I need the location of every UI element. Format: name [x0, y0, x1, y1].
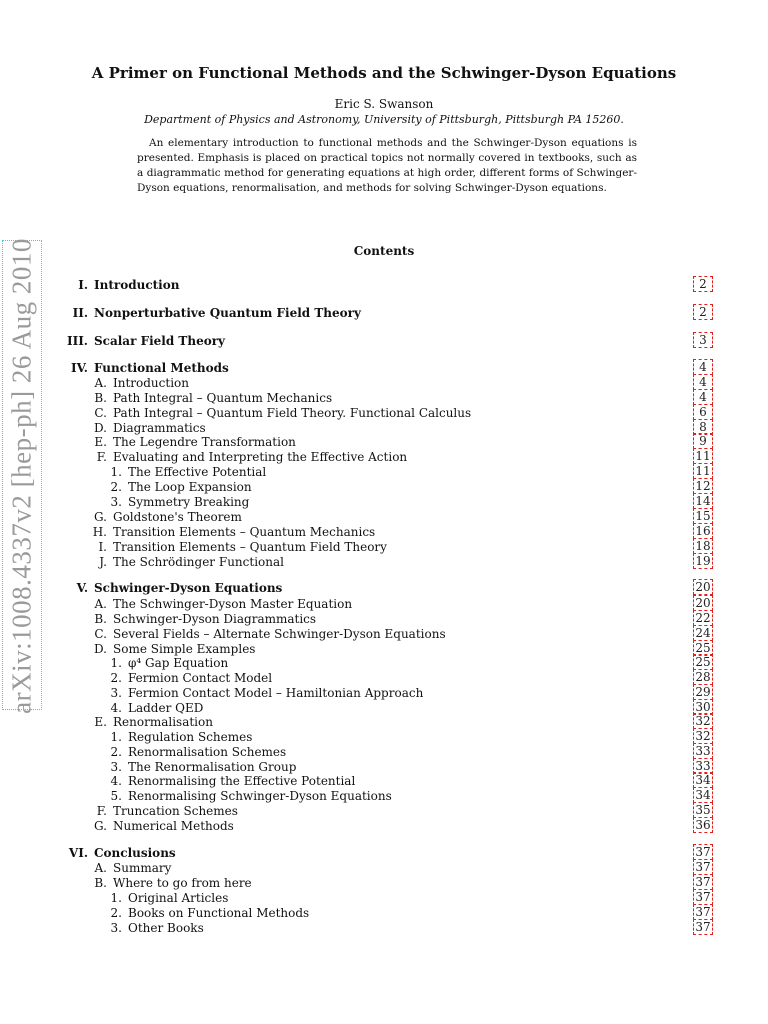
toc-entry-number: 3.: [110, 686, 122, 700]
toc-entry[interactable]: [0, 626, 768, 642]
toc-entry-number: C.: [94, 406, 107, 420]
toc-page-link[interactable]: 37: [695, 905, 711, 919]
toc-entry-number: F.: [96, 450, 107, 464]
toc-entry[interactable]: [0, 860, 768, 876]
toc-entry[interactable]: [0, 655, 768, 671]
toc-entry-title: Path Integral – Quantum Mechanics: [113, 391, 333, 405]
toc-entry[interactable]: [0, 714, 768, 730]
toc-entry-title: φ⁴ Gap Equation: [128, 656, 229, 670]
page-title: A Primer on Functional Methods and the Schwinger-Dyson Equations: [91, 64, 677, 82]
toc-page-link[interactable]: 29: [695, 685, 711, 699]
toc-entry-number: J.: [99, 555, 107, 569]
toc-entry[interactable]: [0, 670, 768, 686]
toc-entry-title: Fermion Contact Model: [128, 671, 273, 685]
toc-entry-title: Renormalisation Schemes: [128, 745, 287, 759]
toc-page-link[interactable]: 9: [694, 434, 712, 448]
toc-entry[interactable]: [0, 890, 768, 906]
toc-entry-title: Summary: [113, 861, 172, 875]
toc-entry-number: A.: [94, 376, 107, 390]
toc-page-link[interactable]: 16: [695, 524, 711, 538]
toc-entry[interactable]: [0, 729, 768, 745]
toc-entry-number: G.: [94, 819, 107, 833]
toc-entry[interactable]: [0, 539, 768, 555]
toc-page-link[interactable]: 32: [695, 729, 711, 743]
toc-entry-title: Some Simple Examples: [113, 642, 256, 656]
toc-entry[interactable]: [0, 333, 768, 349]
author-name: Eric S. Swanson: [334, 97, 434, 111]
toc-entry-title: Several Fields – Alternate Schwinger-Dyson Equations: [113, 627, 446, 641]
toc-page-link[interactable]: 37: [695, 860, 711, 874]
toc-entry-title: The Schwinger-Dyson Master Equation: [113, 597, 353, 611]
toc-entry-number: I.: [78, 278, 88, 292]
toc-entry-title: The Schrödinger Functional: [113, 555, 284, 569]
toc-entry-number: 3.: [110, 495, 122, 509]
toc-page-link[interactable]: 19: [695, 554, 711, 568]
toc-entry-number: 3.: [110, 921, 122, 935]
toc-entry-number: III.: [66, 334, 88, 348]
toc-entry-title: Other Books: [128, 921, 204, 935]
toc-page-link[interactable]: 28: [695, 670, 711, 684]
toc-entry-title: Introduction: [94, 278, 180, 292]
toc-entry-number: IV.: [70, 361, 88, 375]
toc-entry-number: B.: [94, 391, 107, 405]
toc-entry[interactable]: [0, 434, 768, 450]
toc-entry-number: G.: [94, 510, 107, 524]
toc-entry-title: Truncation Schemes: [113, 804, 238, 818]
toc-entry[interactable]: [0, 920, 768, 936]
toc-entry-title: Ladder QED: [128, 701, 204, 715]
toc-page-link[interactable]: 18: [695, 539, 711, 553]
toc-entry[interactable]: [0, 494, 768, 510]
toc-page-link[interactable]: 15: [695, 509, 711, 523]
toc-entry-number: B.: [94, 876, 107, 890]
toc-entry-number: F.: [96, 804, 107, 818]
author-affiliation: Department of Physics and Astronomy, University of Pittsburgh, Pittsburgh PA 15260.: [144, 113, 624, 126]
toc-entry-title: Introduction: [113, 376, 189, 390]
toc-page-link[interactable]: 37: [695, 875, 711, 889]
toc-entry[interactable]: [0, 905, 768, 921]
toc-entry[interactable]: [0, 360, 768, 376]
toc-entry-title: Fermion Contact Model – Hamiltonian Approach: [128, 686, 424, 700]
toc-entry[interactable]: [0, 464, 768, 480]
toc-page-link[interactable]: 37: [695, 845, 711, 859]
toc-entry[interactable]: [0, 788, 768, 804]
toc-entry-number: VI.: [68, 846, 88, 860]
contents-heading: Contents: [353, 244, 415, 258]
toc-entry[interactable]: [0, 390, 768, 406]
toc-page-link[interactable]: 37: [695, 890, 711, 904]
toc-entry[interactable]: [0, 845, 768, 861]
toc-entry[interactable]: [0, 773, 768, 789]
toc-page-link[interactable]: 25: [695, 655, 711, 669]
toc-entry[interactable]: [0, 554, 768, 570]
toc-page-link[interactable]: 33: [695, 759, 711, 773]
toc-page-link[interactable]: 36: [695, 818, 711, 832]
toc-entry[interactable]: [0, 277, 768, 293]
toc-entry-number: C.: [94, 627, 107, 641]
toc-page-link[interactable]: 24: [695, 626, 711, 640]
toc-entry-title: Renormalisation: [113, 715, 213, 729]
toc-entry-title: Scalar Field Theory: [94, 334, 226, 348]
toc-entry-title: Regulation Schemes: [128, 730, 253, 744]
toc-entry-title: Nonperturbative Quantum Field Theory: [94, 306, 361, 320]
toc-entry[interactable]: [0, 479, 768, 495]
toc-entry[interactable]: [0, 596, 768, 612]
toc-entry-title: Diagrammatics: [113, 421, 206, 435]
toc-page-link[interactable]: 22: [695, 611, 711, 625]
toc-page-link[interactable]: 4: [694, 390, 712, 404]
toc-page-link[interactable]: 2: [694, 305, 712, 319]
toc-entry[interactable]: [0, 449, 768, 465]
toc-entry-title: Transition Elements – Quantum Field Theory: [113, 540, 387, 554]
toc-entry-title: Path Integral – Quantum Field Theory. Functional Calculus: [113, 406, 472, 420]
arxiv-stamp-text: arXiv:1008.4337v2 [hep-ph] 26 Aug 2010: [6, 238, 37, 714]
toc-entry-title: Books on Functional Methods: [128, 906, 310, 920]
toc-page-link[interactable]: 4: [694, 360, 712, 374]
toc-entry-title: Symmetry Breaking: [128, 495, 250, 509]
toc-entry-number: H.: [92, 525, 107, 539]
toc-entry[interactable]: [0, 405, 768, 421]
toc-page-link[interactable]: 34: [695, 773, 711, 787]
toc-page-link[interactable]: 25: [695, 641, 711, 655]
toc-entry-title: Conclusions: [94, 846, 176, 860]
toc-entry[interactable]: [0, 685, 768, 701]
toc-page-link[interactable]: 11: [695, 464, 711, 478]
toc-page-link[interactable]: 37: [695, 920, 711, 934]
toc-entry-title: Original Articles: [128, 891, 229, 905]
toc-entry-title: Schwinger-Dyson Diagrammatics: [113, 612, 317, 626]
toc-entry[interactable]: [0, 803, 768, 819]
toc-entry[interactable]: [0, 305, 768, 321]
toc-entry-number: 4.: [110, 701, 122, 715]
toc-entry-title: Where to go from here: [113, 876, 252, 890]
toc-entry[interactable]: [0, 580, 768, 596]
toc-entry-number: E.: [94, 715, 107, 729]
toc-entry-number: 2.: [110, 480, 122, 494]
toc-entry-title: Evaluating and Interpreting the Effective Action: [113, 450, 408, 464]
toc-entry-title: Schwinger-Dyson Equations: [94, 581, 283, 595]
toc-entry-number: A.: [94, 597, 107, 611]
toc-page-link[interactable]: 14: [695, 494, 711, 508]
toc-page-link[interactable]: 11: [695, 449, 711, 463]
toc-entry-title: Functional Methods: [94, 361, 229, 375]
toc-page-link[interactable]: 12: [695, 479, 711, 493]
toc-entry-number: 2.: [110, 671, 122, 685]
toc-entry-number: D.: [93, 642, 107, 656]
toc-entry-number: A.: [94, 861, 107, 875]
toc-entry-title: Numerical Methods: [113, 819, 234, 833]
toc-page-link[interactable]: 2: [694, 277, 712, 291]
toc-page-link[interactable]: 30: [695, 700, 711, 714]
toc-entry-number: 1.: [110, 656, 122, 670]
toc-page-link[interactable]: 32: [695, 714, 711, 728]
toc-entry[interactable]: [0, 375, 768, 391]
toc-entry[interactable]: [0, 524, 768, 540]
toc-entry-number: 1.: [110, 730, 122, 744]
toc-page-link[interactable]: 33: [695, 744, 711, 758]
toc-page-link[interactable]: 3: [694, 333, 712, 347]
toc-page-link[interactable]: 8: [694, 420, 712, 434]
toc-entry-number: II.: [72, 306, 88, 320]
toc-page-link[interactable]: 4: [694, 375, 712, 389]
toc-page-link[interactable]: 34: [695, 788, 711, 802]
toc-entry-title: Renormalising Schwinger-Dyson Equations: [128, 789, 392, 803]
toc-entry-number: E.: [94, 435, 107, 449]
toc-entry-number: 1.: [110, 465, 122, 479]
toc-entry-title: The Loop Expansion: [128, 480, 252, 494]
toc-page-link[interactable]: 35: [695, 803, 711, 817]
toc-entry-title: The Effective Potential: [128, 465, 267, 479]
toc-entry-number: I.: [98, 540, 107, 554]
toc-entry-number: 1.: [110, 891, 122, 905]
toc-entry-number: 5.: [110, 789, 122, 803]
toc-entry[interactable]: [0, 509, 768, 525]
toc-entry-title: The Renormalisation Group: [128, 760, 297, 774]
toc-entry-number: B.: [94, 612, 107, 626]
toc-page-link[interactable]: 20: [695, 580, 711, 594]
toc-entry-number: 2.: [110, 906, 122, 920]
toc-entry[interactable]: [0, 875, 768, 891]
toc-page-link[interactable]: 20: [695, 596, 711, 610]
toc-entry-number: 2.: [110, 745, 122, 759]
toc-entry-number: V.: [76, 581, 88, 595]
abstract: An elementary introduction to functional methods and the Schwinger-Dyson equations is presented. Emphasis is placed on practical topics not normally covered in textbooks, such as a diagrammatic method for generating equations at high order, different forms of Schwinger-Dyson equations, renormalisation, and methods for solving Schwinger-Dyson equations.: [137, 137, 637, 194]
toc-entry-title: The Legendre Transformation: [113, 435, 296, 449]
toc-entry[interactable]: [0, 818, 768, 834]
toc-entry[interactable]: [0, 611, 768, 627]
toc-entry-title: Goldstone's Theorem: [113, 510, 242, 524]
toc-entry[interactable]: [0, 744, 768, 760]
toc-entry-number: 3.: [110, 760, 122, 774]
toc-entry-number: 4.: [110, 774, 122, 788]
toc-entry-title: Transition Elements – Quantum Mechanics: [113, 525, 376, 539]
toc-entry-number: D.: [93, 421, 107, 435]
toc-entry-title: Renormalising the Effective Potential: [128, 774, 356, 788]
toc-page-link[interactable]: 6: [694, 405, 712, 419]
